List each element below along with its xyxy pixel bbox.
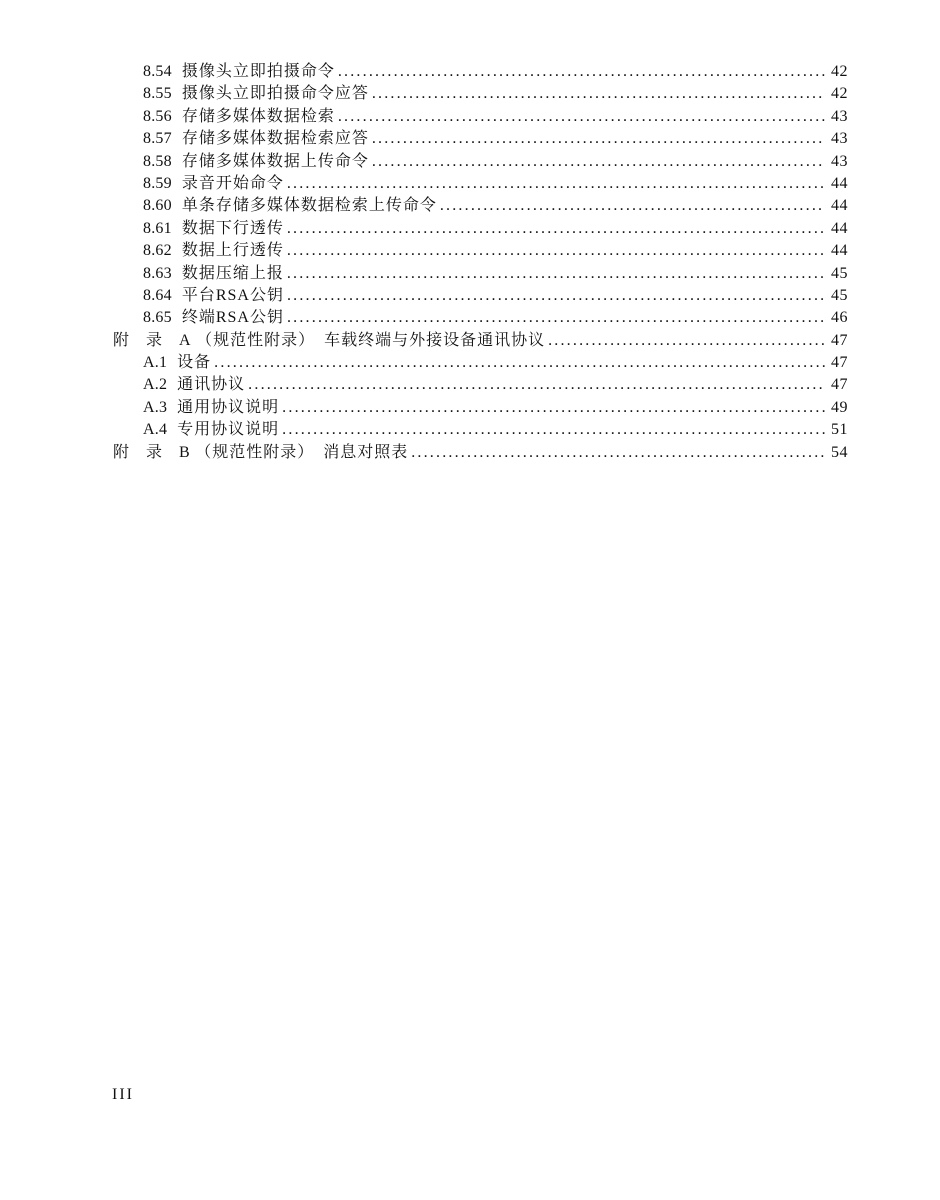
toc-entry-title: 通讯协议 — [177, 376, 246, 394]
toc-entry-number: A.4 — [143, 421, 168, 439]
toc-entry-row — [113, 307, 848, 329]
toc-entry-row — [113, 419, 848, 441]
dotted-leader — [287, 263, 825, 285]
toc-list — [113, 61, 848, 464]
toc-entry-title: 数据下行透传 — [181, 219, 284, 237]
toc-entry-pagenum: 42 — [831, 63, 848, 80]
toc-entry-row — [113, 61, 848, 83]
dotted-leader — [287, 285, 825, 307]
toc-entry-pagenum: 49 — [831, 398, 848, 416]
toc-entry-row — [113, 218, 848, 240]
dotted-leader — [338, 106, 825, 128]
toc-entry-title: 设备 — [177, 354, 212, 372]
toc-entry-title: （规范性附录） 车载终端与外接设备通讯协议 — [196, 331, 546, 349]
toc-appendix-row — [113, 442, 848, 464]
toc-entry-row — [113, 106, 848, 128]
toc-entry-row — [113, 173, 848, 195]
toc-entry-number: 8.55 — [143, 85, 172, 103]
page-number-roman: III — [112, 1086, 134, 1103]
toc-entry-pagenum: 47 — [831, 376, 848, 394]
dotted-leader — [214, 352, 825, 374]
toc-entry-number: 8.54 — [143, 63, 172, 80]
dotted-leader — [372, 83, 825, 105]
toc-entry-pagenum: 45 — [831, 286, 848, 304]
toc-entry-row — [113, 128, 848, 150]
toc-entry-row — [113, 374, 848, 396]
dotted-leader — [548, 330, 825, 352]
toc-entry-number: 8.60 — [143, 197, 172, 215]
toc-entry-title: 数据压缩上报 — [181, 264, 284, 282]
toc-entry-pagenum: 45 — [831, 264, 848, 282]
dotted-leader — [440, 195, 825, 217]
toc-entry-pagenum: 44 — [831, 174, 848, 192]
toc-entry-pagenum: 54 — [831, 443, 848, 461]
toc-entry-number: 8.59 — [143, 174, 172, 192]
dotted-leader — [287, 218, 825, 240]
toc-entry-title: 通用协议说明 — [177, 398, 280, 416]
dotted-leader — [248, 374, 825, 396]
toc-entry-pagenum: 51 — [831, 421, 848, 439]
dotted-leader — [282, 419, 825, 441]
dotted-leader — [372, 151, 825, 173]
toc-entry-row — [113, 397, 848, 419]
toc-entry-number: 附 录 B — [113, 443, 191, 461]
toc-entry-row — [113, 195, 848, 217]
toc-entry-number: 8.61 — [143, 219, 172, 237]
dotted-leader — [411, 442, 825, 464]
toc-entry-number: 8.65 — [143, 309, 172, 327]
toc-entry-title: 摄像头立即拍摄命令应答 — [181, 85, 369, 103]
toc-entry-title: 终端RSA公钥 — [181, 309, 284, 327]
toc-entry-number: 8.56 — [143, 107, 172, 125]
toc-entry-number: 8.62 — [143, 242, 172, 260]
toc-entry-pagenum: 43 — [831, 130, 848, 148]
toc-entry-number: 附 录 A — [113, 331, 192, 349]
toc-entry-title: 摄像头立即拍摄命令 — [181, 63, 335, 80]
toc-entry-number: 8.63 — [143, 264, 172, 282]
toc-entry-row — [113, 151, 848, 173]
toc-entry-number: A.2 — [143, 376, 168, 394]
toc-entry-pagenum: 47 — [831, 354, 848, 372]
toc-entry-title: 平台RSA公钥 — [181, 286, 284, 304]
toc-entry-title: 数据上行透传 — [181, 242, 284, 260]
toc-entry-title: 录音开始命令 — [181, 174, 284, 192]
toc-entry-row — [113, 83, 848, 105]
toc-entry-row — [113, 285, 848, 307]
toc-entry-pagenum: 46 — [831, 309, 848, 327]
dotted-leader — [282, 397, 825, 419]
toc-entry-title: （规范性附录） 消息对照表 — [195, 443, 409, 461]
toc-entry-pagenum: 42 — [831, 85, 848, 103]
toc-entry-title: 单条存储多媒体数据检索上传命令 — [181, 197, 437, 215]
toc-entry-row — [113, 263, 848, 285]
toc-entry-pagenum: 44 — [831, 197, 848, 215]
toc-entry-pagenum: 47 — [831, 331, 848, 349]
toc-entry-title: 存储多媒体数据检索 — [181, 107, 335, 125]
toc-entry-pagenum: 43 — [831, 107, 848, 125]
toc-entry-title: 专用协议说明 — [177, 421, 280, 439]
toc-entry-title: 存储多媒体数据上传命令 — [181, 152, 369, 170]
dotted-leader — [287, 307, 825, 329]
toc-entry-pagenum: 43 — [831, 152, 848, 170]
toc-entry-row — [113, 240, 848, 262]
dotted-leader — [372, 128, 825, 150]
dotted-leader — [287, 240, 825, 262]
toc-entry-number: 8.57 — [143, 130, 172, 148]
toc-entry-title: 存储多媒体数据检索应答 — [181, 130, 369, 148]
toc-entry-number: A.1 — [143, 354, 168, 372]
toc-entry-row — [113, 352, 848, 374]
dotted-leader — [338, 61, 825, 83]
toc-entry-pagenum: 44 — [831, 242, 848, 260]
toc-entry-number: 8.58 — [143, 152, 172, 170]
toc-appendix-row — [113, 330, 848, 352]
dotted-leader — [287, 173, 825, 195]
toc-entry-pagenum: 44 — [831, 219, 848, 237]
toc-entry-number: A.3 — [143, 398, 168, 416]
toc-entry-number: 8.64 — [143, 286, 172, 304]
